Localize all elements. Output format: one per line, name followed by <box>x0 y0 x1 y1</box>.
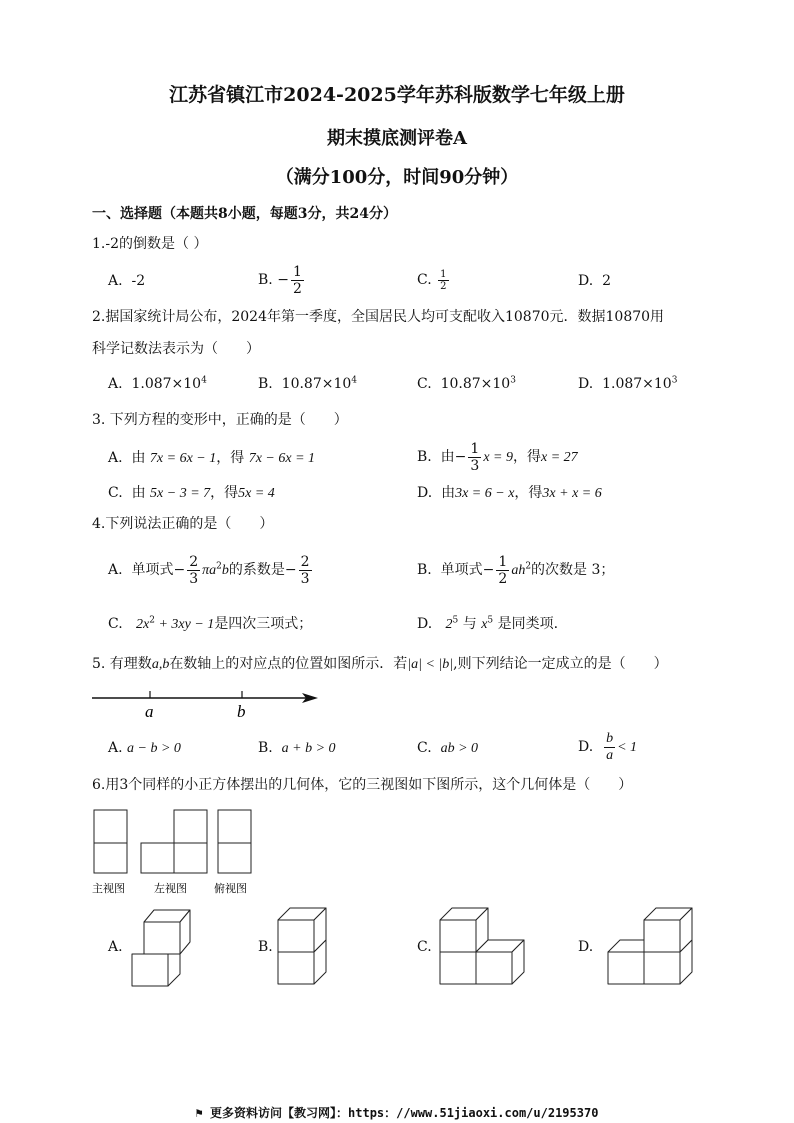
fraction <box>291 264 304 297</box>
q5-option-a <box>108 739 181 758</box>
monomial: b <box>221 563 229 578</box>
label-front-view: 主视图 <box>92 883 125 895</box>
option-text: 由 <box>440 449 455 465</box>
exponent: 4 <box>351 375 358 386</box>
q1-option-a <box>108 272 145 290</box>
cube-face <box>168 954 180 986</box>
q5-stem <box>92 655 668 674</box>
footer <box>0 1104 794 1121</box>
cube-face <box>278 920 314 952</box>
q6-option-c-letter: C. <box>417 939 432 955</box>
option-text: 与 <box>458 616 482 632</box>
left-view-square <box>174 810 207 843</box>
option-text: 是四次三项式； <box>214 616 313 632</box>
option-text: 由 <box>441 485 456 501</box>
q3-option-d <box>417 484 602 503</box>
numerator: 1 <box>470 440 480 457</box>
q4-option-b <box>417 552 614 589</box>
q4-option-a <box>108 552 314 589</box>
cube-face <box>644 952 680 984</box>
equation: 5x = 4 <box>238 486 275 501</box>
fraction <box>299 554 312 587</box>
option-text: 由 <box>131 450 146 466</box>
left-view <box>141 810 207 873</box>
minus-sign: − <box>284 562 297 578</box>
option-text: 的次数是 3； <box>531 562 615 578</box>
option-letter: D. <box>578 273 594 289</box>
number-line-diagram <box>88 685 324 723</box>
cube-face <box>440 920 476 952</box>
power-term: x <box>481 617 488 632</box>
left-view-square <box>174 843 207 873</box>
denominator: 2 <box>292 280 302 297</box>
q1-option-c <box>417 266 451 294</box>
top-view-square <box>218 810 251 843</box>
q1-stem: 1.-2的倒数是（ ） <box>92 236 208 252</box>
flag-icon: ⚑ <box>195 1106 203 1120</box>
q4-option-d <box>417 615 558 634</box>
condition: |a| < |b| <box>407 657 454 672</box>
q2-option-c <box>417 375 516 393</box>
option-letter: B. <box>258 376 273 392</box>
cube-face <box>278 952 314 984</box>
fraction <box>604 731 615 764</box>
option-value: 2 <box>602 273 612 289</box>
option-letter: C. <box>417 740 432 756</box>
cube-face <box>132 954 168 986</box>
top-view-square <box>218 843 251 873</box>
q5-option-d <box>578 729 637 766</box>
q5-option-c <box>417 739 478 758</box>
variables: a,b <box>151 657 170 672</box>
q6-stem <box>92 776 632 794</box>
numerator: 1 <box>440 268 447 280</box>
option-letter: B. <box>258 740 273 756</box>
exponent: 2 <box>216 561 222 572</box>
left-view-square <box>141 843 174 873</box>
front-view-square <box>94 810 127 843</box>
equation: 7x = 6x − 1 <box>149 451 217 466</box>
option-text: 由 <box>131 485 146 501</box>
cube-face <box>144 922 180 954</box>
q3-option-b <box>417 439 578 476</box>
denominator: 3 <box>300 570 310 587</box>
equation: 3x = 6 − x <box>455 486 515 501</box>
cube-face <box>476 952 512 984</box>
option-letter: D. <box>578 376 594 392</box>
equation: x = 9 <box>483 450 513 465</box>
minus-sign: − <box>277 272 289 288</box>
cube-face <box>644 920 680 952</box>
axis-label-b: b <box>237 702 246 721</box>
exponent: 5 <box>452 615 459 626</box>
exponent: 3 <box>671 375 678 386</box>
q3-stem: 3. 下列方程的变形中，正确的是（ ） <box>92 412 348 428</box>
option-letter: C. <box>417 376 432 392</box>
title-line-1: 江苏省镇江市2024-2025学年苏科版数学七年级上册 <box>169 84 625 106</box>
fraction <box>438 269 448 292</box>
denominator: 3 <box>189 570 199 587</box>
q6-option-c-solid <box>436 902 536 992</box>
option-letter: C. <box>417 272 432 288</box>
stem-text: 个同样的小正方体摆出的几何体，它的三视图如下图所示，这个几何体是（ ） <box>128 777 633 793</box>
option-text: 单项式 <box>131 562 174 578</box>
option-text: ，得 <box>512 449 541 465</box>
q2-option-d <box>578 375 677 393</box>
power-term: 2 <box>445 617 453 632</box>
q3-option-a <box>108 449 315 468</box>
axis-label-a: a <box>145 702 154 721</box>
q4-stem: 4.下列说法正确的是（ ） <box>92 516 274 532</box>
stem-text: 5. 有理数 <box>92 656 152 672</box>
option-letter: B. <box>417 449 432 465</box>
q6-option-d-letter: D. <box>578 939 594 955</box>
denominator: 3 <box>470 457 480 474</box>
option-text: ，得 <box>514 485 543 501</box>
option-letter: D. <box>578 739 594 755</box>
q1-option-d <box>578 272 611 290</box>
inequality: a − b > 0 <box>127 741 181 756</box>
cube-face <box>608 952 644 984</box>
exponent: 3 <box>510 375 516 386</box>
stem-text: 在数轴上的对应点的位置如图所示．若 <box>169 656 408 672</box>
option-text: ，得 <box>210 485 239 501</box>
option-letter: B. <box>258 272 273 288</box>
numerator: 1 <box>292 263 302 280</box>
monomial: πa <box>202 563 217 578</box>
option-letter: A. <box>108 273 123 289</box>
numerator: 2 <box>189 553 199 570</box>
minus-sign: − <box>454 449 467 465</box>
option-text: ，得 <box>216 450 245 466</box>
q6-option-a-solid <box>128 902 198 992</box>
minus-sign: − <box>482 562 495 578</box>
equation: x = 27 <box>540 450 578 465</box>
title-line-2: 期末摸底测评卷A <box>327 128 467 149</box>
equation: 7x − 6x = 1 <box>248 451 316 466</box>
denominator: 2 <box>440 280 447 292</box>
option-letter: D. <box>417 485 433 501</box>
option-letter: A. <box>108 450 123 466</box>
option-value: 10.87×10 <box>281 376 352 392</box>
top-view <box>218 810 251 873</box>
q3-option-c <box>108 484 275 503</box>
denominator: 2 <box>498 570 508 587</box>
numerator: b <box>606 730 614 746</box>
option-letter: A. <box>108 740 123 756</box>
q2-stem-line1: 2.据国家统计局公布，2024年第一季度，全国居民人均可支配收入10870元．数据10870用 <box>92 309 665 325</box>
q6-option-a-letter: A. <box>108 939 123 955</box>
equation: 3x + x = 6 <box>542 486 602 501</box>
front-view-square <box>94 843 127 873</box>
stem-number: 3 <box>119 777 129 793</box>
monomial: ah <box>511 563 526 578</box>
exponent: 2 <box>525 561 532 572</box>
option-letter: C. <box>108 616 123 632</box>
label-left-view: 左视图 <box>154 883 187 895</box>
q6-option-d-solid <box>604 902 704 992</box>
cube-face <box>440 952 476 984</box>
q6-option-b-letter: B. <box>258 939 273 955</box>
option-text: 单项式 <box>440 562 483 578</box>
inequality: a + b > 0 <box>281 741 336 756</box>
option-value: 1.087×10 <box>131 376 202 392</box>
numerator: 1 <box>498 553 508 570</box>
polynomial: + 3xy − 1 <box>154 617 215 632</box>
q4-option-c <box>108 615 312 634</box>
option-value: -2 <box>131 273 146 289</box>
fraction <box>496 554 509 587</box>
fraction <box>187 554 200 587</box>
inequality: < 1 <box>617 740 638 755</box>
option-value: 1.087×10 <box>602 376 672 392</box>
stem-text: ,则下列结论一定成立的是（ ） <box>453 656 668 672</box>
option-text: 的系数是 <box>228 562 285 578</box>
front-view <box>94 810 127 873</box>
option-letter: B. <box>417 562 432 578</box>
q6-option-b-solid <box>274 902 344 992</box>
q2-stem-line2: 科学记数法表示为（ ） <box>92 341 260 357</box>
minus-sign: − <box>173 562 186 578</box>
numerator: 2 <box>300 553 310 570</box>
q1-option-b <box>258 262 306 298</box>
fraction <box>468 441 481 474</box>
footer-link[interactable]: 更多资料访问【教习网】：https：//www.51jiaoxi.com/u/2195370 <box>210 1106 599 1120</box>
title-line-3: （满分100分，时间90分钟） <box>275 167 519 188</box>
inequality: ab > 0 <box>440 741 479 756</box>
option-text: 是同类项. <box>493 616 559 632</box>
equation: 5x − 3 = 7 <box>150 486 211 501</box>
option-letter: C. <box>108 485 123 501</box>
option-letter: D. <box>417 616 433 632</box>
option-letter: A. <box>108 562 123 578</box>
exponent: 2 <box>149 615 155 626</box>
q2-option-b <box>258 375 357 393</box>
stem-text: 6.用 <box>92 777 120 793</box>
exponent: 4 <box>201 375 207 386</box>
label-top-view: 俯视图 <box>214 883 247 895</box>
denominator: a <box>606 747 614 763</box>
option-letter: A. <box>108 376 123 392</box>
three-views-diagram <box>90 808 270 900</box>
q2-option-a <box>108 375 207 393</box>
option-value: 10.87×10 <box>440 376 511 392</box>
exponent: 5 <box>487 615 494 626</box>
polynomial: 2x <box>136 617 150 632</box>
section-heading: 一、选择题（本题共8小题，每题3分，共24分） <box>92 206 397 222</box>
q5-option-b <box>258 739 336 758</box>
